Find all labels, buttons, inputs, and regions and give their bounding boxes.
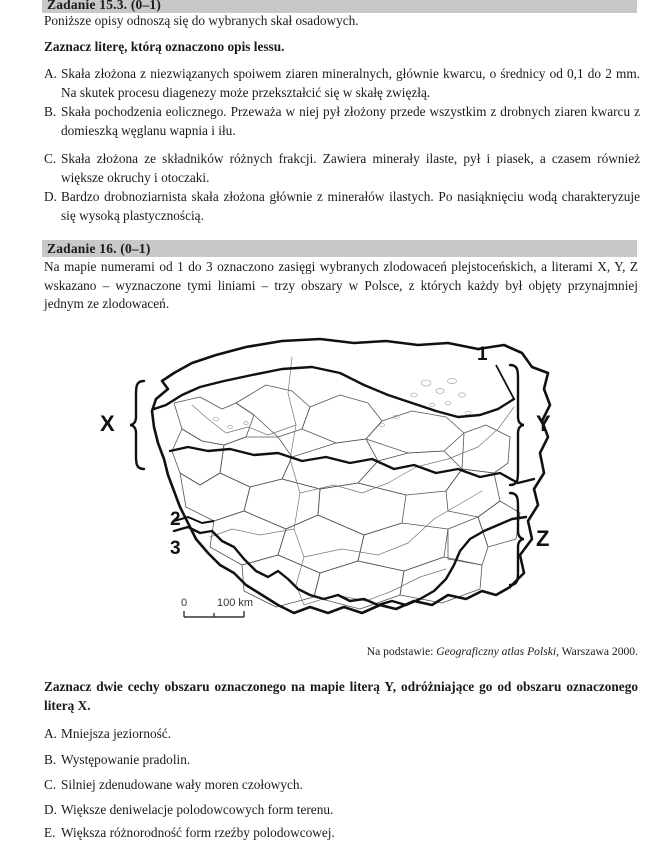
- brace-z: [510, 493, 524, 585]
- task15-option-c[interactable]: [44, 150, 640, 187]
- task-header-label-15: Zadanie 15.3. (0–1): [47, 0, 162, 12]
- glaciation-line-2: [170, 447, 534, 483]
- option-letter: C.: [44, 151, 57, 166]
- glaciation-1-leader: [496, 365, 514, 399]
- task16-option-a[interactable]: [44, 725, 640, 744]
- option-letter: A.: [44, 66, 57, 81]
- map-glaciation-number-1: 1: [477, 344, 488, 365]
- task15-intro: Poniższe opisy odnoszą się do wybranych skał osadowych.: [44, 13, 359, 28]
- task16-option-b[interactable]: [44, 751, 640, 770]
- source-suffix: , Warszawa 2000.: [556, 645, 638, 658]
- option-letter: B.: [44, 752, 57, 767]
- task16-option-d[interactable]: [44, 801, 640, 820]
- task16-intro: Na mapie numerami od 1 do 3 oznaczono zasięgi wybranych zlodowaceń plejstoceńskich, a literami X, Y, Z wskazano – wyznaczone tymi liniami – trzy obszary w Polsce, z których każdy był objęty przynajmniej jednym ze zlodowaceń.: [44, 259, 638, 312]
- option-text: Bardzo drobnoziarnista skała złożona głównie z minerałów ilastych. Po nasiąknięciu wodą charakteryzuje się wysoką plastycznością.: [61, 189, 640, 223]
- brace-x: [130, 381, 144, 469]
- source-title: Geograficzny atlas Polski: [436, 645, 557, 658]
- option-text: Skała złożona z niezwiązanych spoiwem ziaren mineralnych, głównie kwarcu, o średnicy od 0,1 do 2 mm. Na skutek procesu diagenezy może przekształcić się w skałę zwięzłą.: [61, 66, 640, 100]
- source-prefix: Na podstawie:: [366, 645, 434, 658]
- map-region-label-y: Y: [536, 411, 551, 436]
- map-svg: [96, 333, 566, 633]
- task15-option-d[interactable]: [44, 188, 640, 225]
- option-text: Mniejsza jeziorność.: [61, 726, 172, 741]
- task16-instruction: Zaznacz dwie cechy obszaru oznaczonego na mapie literą Y, odróżniające go od obszaru oznaczonego literą X.: [44, 679, 638, 713]
- option-letter: D.: [44, 802, 57, 817]
- figure-source-line: [44, 645, 638, 659]
- map-region-label-z: Z: [536, 526, 550, 551]
- task16-option-e[interactable]: [44, 824, 640, 843]
- option-letter: A.: [44, 726, 57, 741]
- task16-option-c[interactable]: [44, 776, 640, 795]
- task-header-bar-16: [42, 240, 637, 257]
- task15-option-b[interactable]: [44, 103, 640, 140]
- option-letter: C.: [44, 777, 57, 792]
- option-text: Skała złożona ze składników różnych frakcji. Zawiera minerały ilaste, pył i piasek, a czasem również większe okruchy i otoczaki.: [61, 151, 640, 185]
- option-letter: D.: [44, 189, 57, 204]
- option-text: Występowanie pradolin.: [61, 752, 191, 767]
- option-text: Skała pochodzenia eolicznego. Przeważa w niej pył złożony przede wszystkim z drobnych ziaren kwarcu z domieszką węglanu wapnia i iłu.: [61, 104, 640, 138]
- map-glaciation-number-2: 2: [170, 509, 181, 530]
- task15-option-a[interactable]: [44, 65, 640, 102]
- map-internal-boundaries: [172, 385, 520, 609]
- option-text: Większe deniwelacje polodowcowych form terenu.: [61, 802, 334, 817]
- option-text: Silniej zdenudowane wały moren czołowych.: [61, 777, 303, 792]
- map-scale-max-label: 100 km: [217, 597, 254, 609]
- poland-glaciation-map: [96, 333, 566, 633]
- map-glaciation-number-3: 3: [170, 538, 181, 559]
- option-text: Większa różnorodność form rzeźby polodowcowej.: [61, 825, 335, 840]
- task15-instruction: Zaznacz literę, którą oznaczono opis lessu.: [44, 39, 285, 54]
- brace-y: [510, 365, 524, 485]
- task-header-label-16: Zadanie 16. (0–1): [47, 241, 151, 256]
- option-letter: B.: [44, 104, 57, 119]
- map-region-label-x: X: [100, 411, 115, 436]
- glaciation-line-1: [154, 367, 514, 417]
- scale-bar: [184, 611, 244, 617]
- map-scale-zero-label: 0: [181, 597, 188, 609]
- option-letter: E.: [44, 825, 56, 840]
